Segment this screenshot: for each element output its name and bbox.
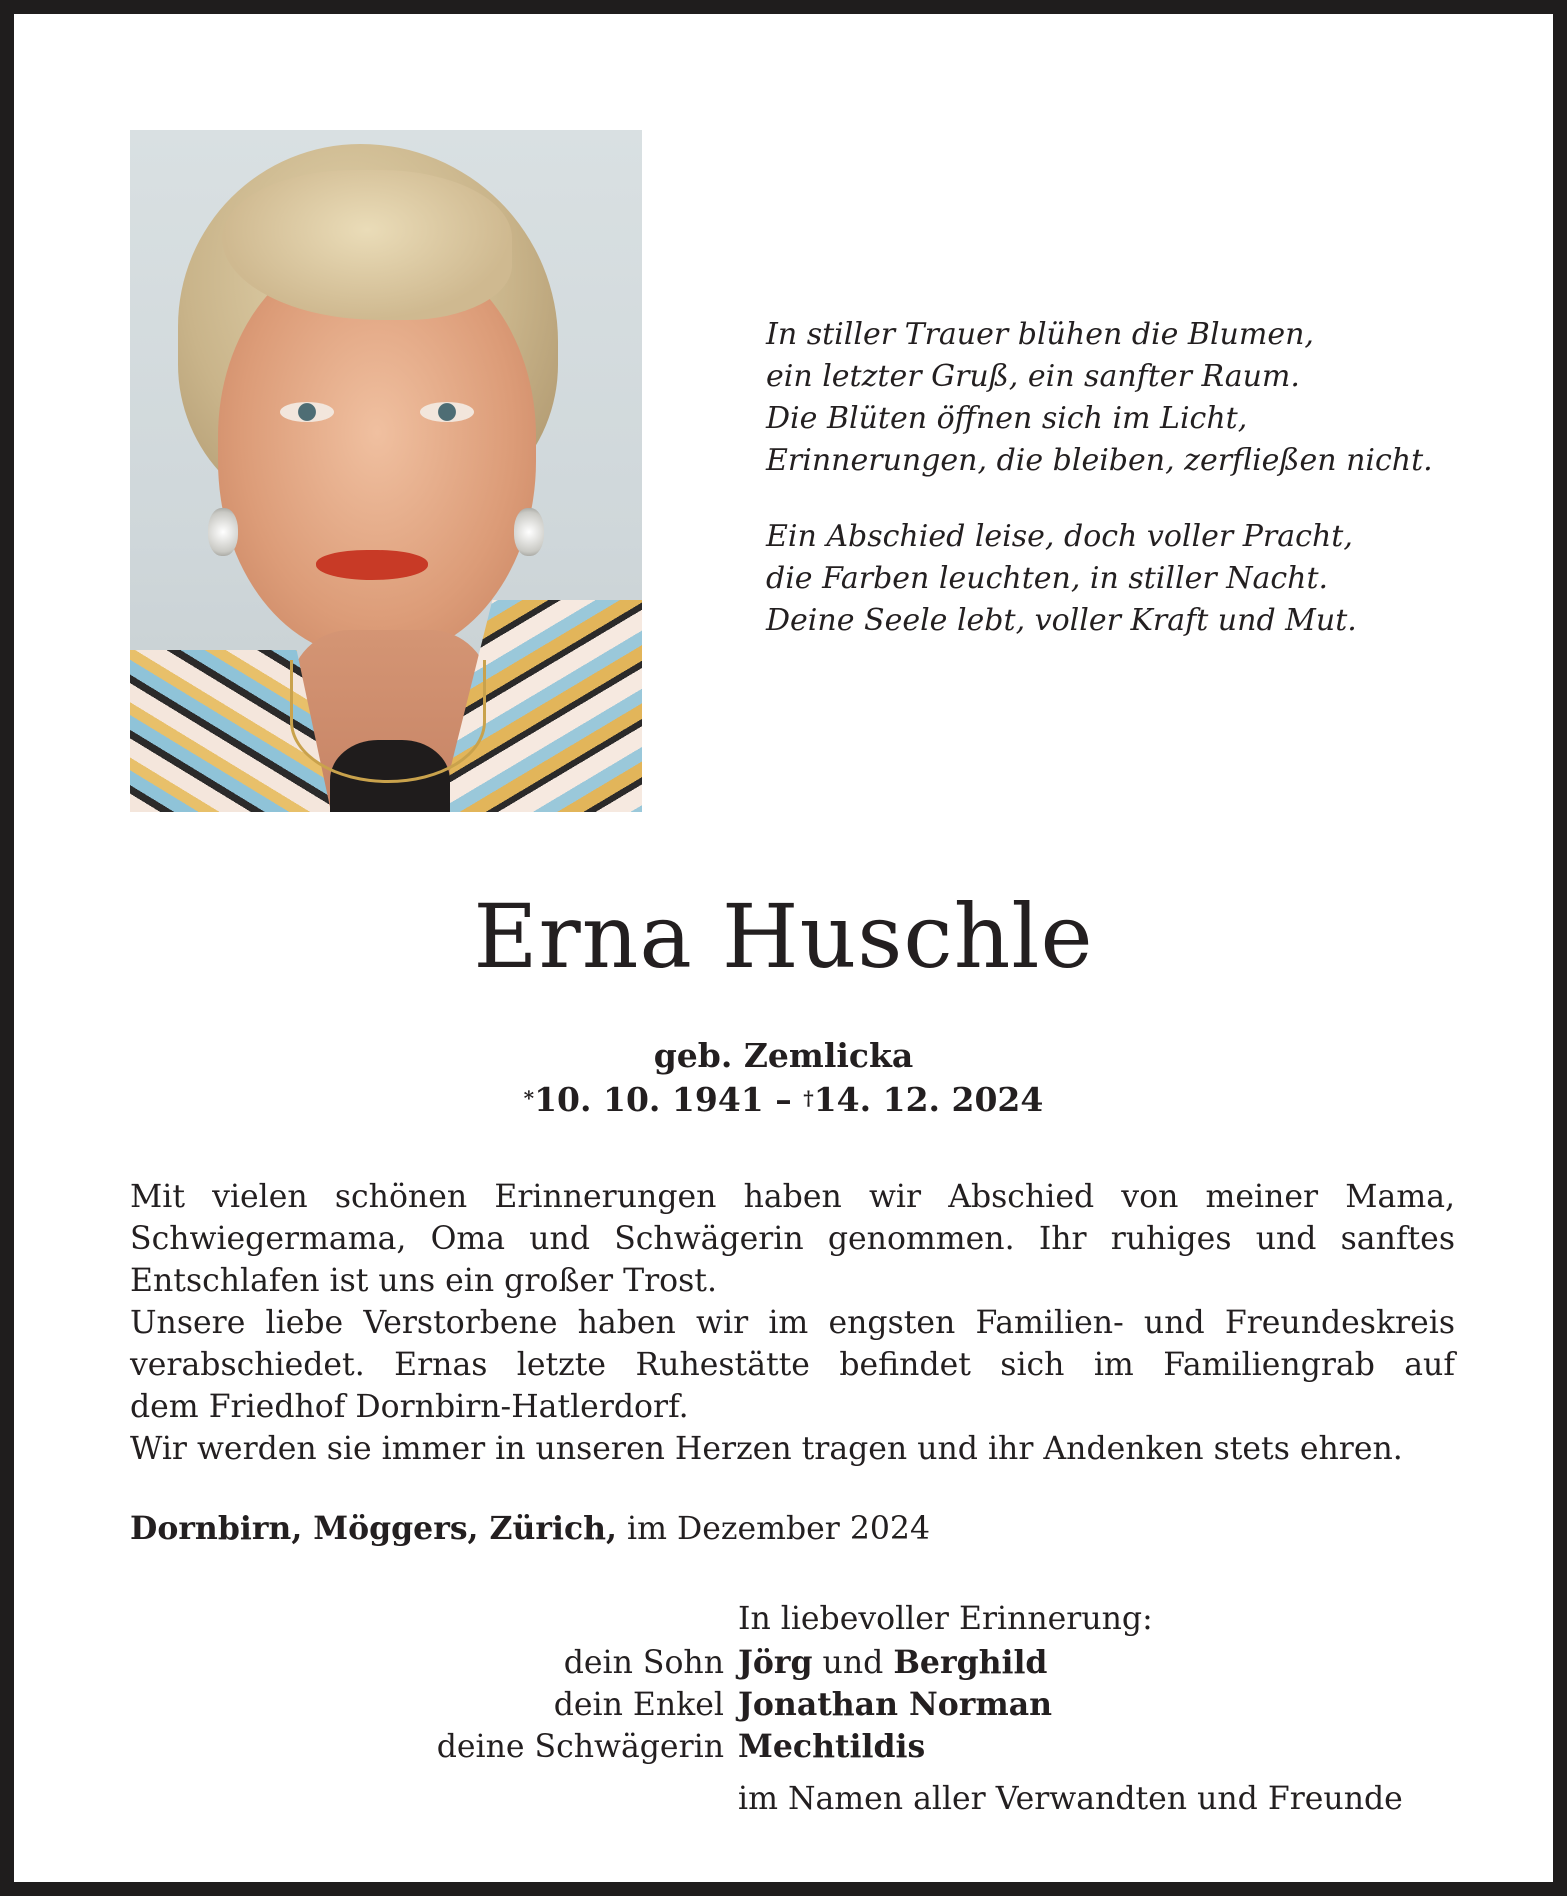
place-and-date [130, 1508, 930, 1550]
signatory-name: Jonathan Norman [738, 1686, 1053, 1723]
portrait-photo [130, 130, 642, 812]
signatory-name: Jörg [738, 1644, 813, 1681]
signatory-names [738, 1642, 1047, 1684]
death-symbol: † [803, 1086, 814, 1110]
signatory-names [738, 1726, 925, 1768]
text-line: Wir werden sie immer in unseren Herzen tragen und ihr Andenken stets ehren. [130, 1431, 1403, 1467]
signatory-names [738, 1684, 1052, 1726]
death-date: 14. 12. 2024 [813, 1080, 1044, 1119]
text-line: Schwiegermama, Oma und Schwägerin genommen. Ihr ruhiges und sanftes [130, 1221, 1455, 1257]
life-dates [14, 1078, 1553, 1122]
maiden-name: geb. Zemlicka [653, 1036, 914, 1075]
poem-line: Die Blüten öffnen sich im Licht, [766, 401, 1248, 436]
poem-line: In stiller Trauer blühen die Blumen, [766, 317, 1314, 352]
poem-line: Erinnerungen, die bleiben, zerfließen nicht. [766, 443, 1433, 478]
poem-line: Ein Abschied leise, doch voller Pracht, [766, 519, 1353, 554]
signatory-row [14, 1684, 1553, 1726]
birth-date: 10. 10. 1941 [534, 1080, 764, 1119]
text-line: dem Friedhof Dornbirn-Hatlerdorf. [130, 1389, 689, 1425]
signatory-row [14, 1642, 1553, 1684]
deceased-name: Erna Huschle [473, 885, 1094, 988]
memory-intro: In liebevoller Erinnerung: [738, 1601, 1153, 1637]
text-line: Mit vielen schönen Erinnerungen haben wir Abschied von meiner Mama, [130, 1179, 1455, 1215]
poem-stanza [766, 314, 1433, 482]
text-line: Entschlafen ist uns ein großer Trost. [130, 1263, 717, 1299]
poem-stanza [766, 516, 1433, 642]
signatory-name: Mechtildis [738, 1728, 926, 1765]
date-separator: – [763, 1080, 804, 1119]
signatory-name: Berghild [893, 1644, 1048, 1681]
text-line: Unsere liebe Verstorbene haben wir im engsten Familien- und Freundeskreis [130, 1305, 1455, 1341]
closing-line: im Namen aller Verwandten und Freunde [738, 1781, 1403, 1817]
name-joiner: und [812, 1645, 894, 1681]
obituary-text [130, 1176, 1455, 1470]
notice-date: im Dezember 2024 [617, 1511, 931, 1547]
birth-symbol: * [523, 1086, 535, 1110]
text-line: verabschiedet. Ernas letzte Ruhestätte befindet sich im Familiengrab auf [130, 1347, 1455, 1383]
memorial-poem [766, 314, 1433, 676]
place-names: Dornbirn, Möggers, Zürich, [130, 1510, 617, 1547]
signatory-relation: dein Sohn [563, 1645, 724, 1681]
poem-line: Deine Seele lebt, voller Kraft und Mut. [766, 603, 1357, 638]
poem-line: ein letzter Gruß, ein sanfter Raum. [766, 359, 1300, 394]
signatory-relation: dein Enkel [553, 1687, 724, 1723]
signatory-relation: deine Schwägerin [436, 1729, 724, 1765]
signatory-row [14, 1726, 1553, 1768]
poem-line: die Farben leuchten, in stiller Nacht. [766, 561, 1329, 596]
